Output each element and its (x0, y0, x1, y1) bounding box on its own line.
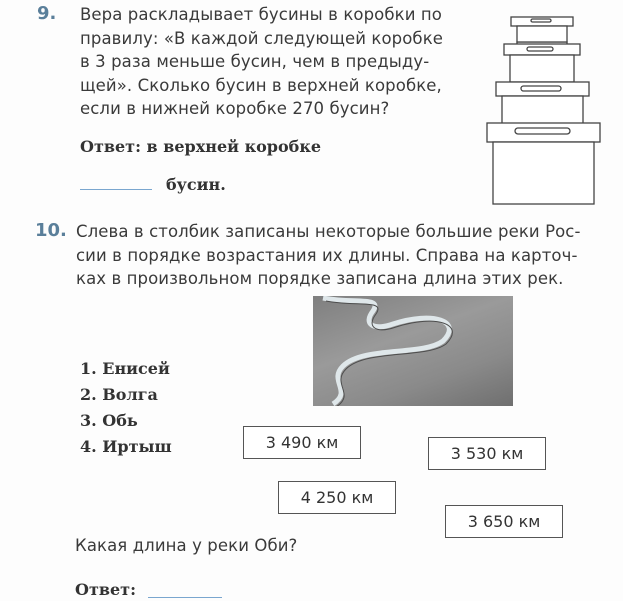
river-item: 2. Волга (80, 385, 158, 404)
length-card: 3 490 км (243, 426, 361, 459)
task-10-question: Какая длина у реки Оби? (75, 536, 298, 555)
task-9-line: если в нижней коробке 270 бусин? (80, 99, 390, 118)
river-item: 3. Обь (80, 411, 138, 430)
river-photo (313, 296, 513, 406)
task-10-answer-label: Ответ: (75, 580, 136, 599)
task-9-line: щей». Сколько бусин в верхней коробке, (80, 75, 442, 95)
river-item: 1. Енисей (80, 359, 170, 378)
task-9-number: 9. (37, 3, 57, 24)
task-9-line: Вера раскладывает бусины в коробки по (80, 5, 442, 24)
length-card: 3 650 км (445, 505, 563, 538)
river-list (80, 356, 172, 460)
task-10-text (76, 220, 581, 291)
task-9-text (80, 3, 443, 121)
task-9-answer-label: Ответ: в верхней коробке (80, 137, 322, 156)
task-10-answer-blank[interactable] (148, 597, 222, 598)
river-item: 4. Иртыш (80, 437, 172, 456)
task-9-line: правилу: «В каждой следующей коробке (80, 28, 444, 48)
task-10-line: Слева в столбик записаны некоторые большие реки Рос- (76, 222, 581, 241)
task-10-line: сии в порядке возрастания их длины. Справа на карточ- (76, 245, 578, 265)
task-9-answer-unit: бусин. (166, 175, 226, 194)
length-card: 4 250 км (278, 481, 396, 514)
river-photo-image (313, 296, 513, 406)
task-10-number: 10. (35, 220, 67, 241)
task-10-line: ках в произвольном порядке записана длина этих рек. (76, 269, 564, 288)
task-9-answer-blank[interactable] (80, 189, 152, 190)
length-card: 3 530 км (428, 437, 546, 470)
task-9-line: в 3 раза меньше бусин, чем в предыду- (80, 52, 430, 71)
stacked-boxes-illustration (483, 12, 605, 208)
